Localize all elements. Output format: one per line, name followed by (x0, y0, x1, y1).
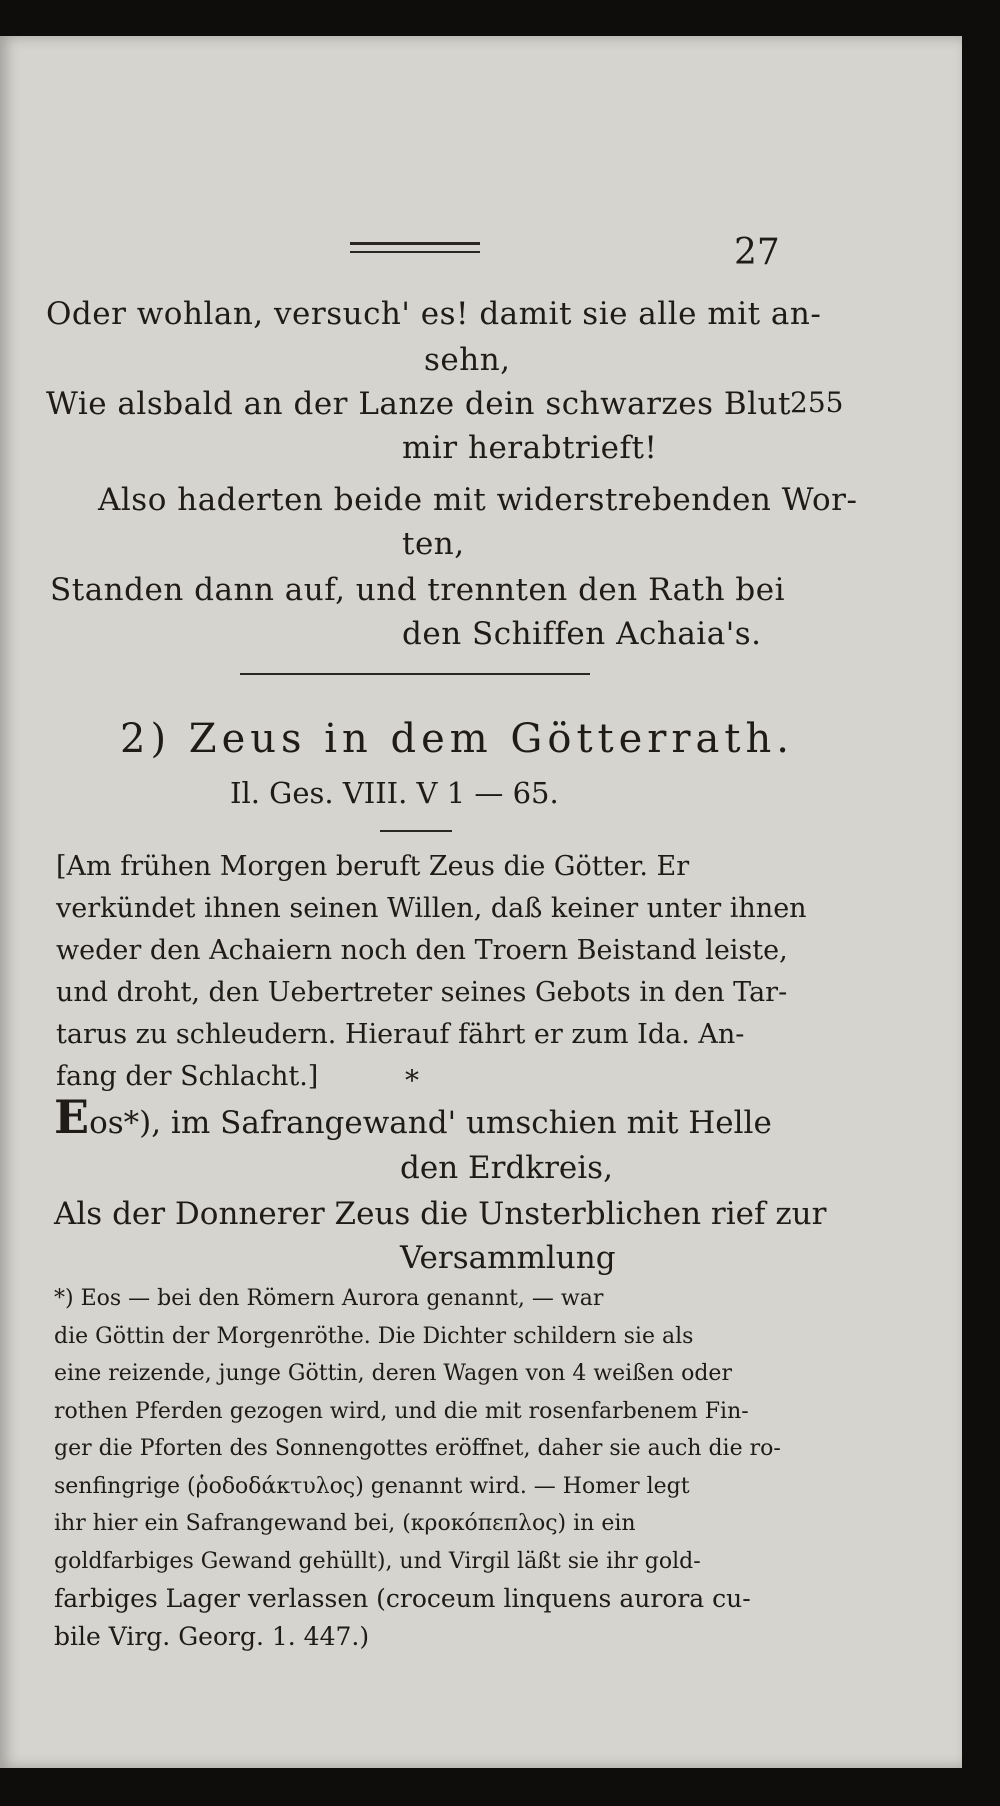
section-heading: 2) Zeus in dem Götterrath. (120, 716, 794, 762)
summary-line: fang der Schlacht.] (56, 1061, 319, 1092)
section-subheading: Il. Ges. VIII. V 1 — 65. (230, 776, 559, 810)
verse-line: Versammlung (400, 1240, 616, 1276)
verse-line: Also haderten beide mit widerstrebenden Wor- (98, 482, 858, 518)
verse-line (54, 1090, 772, 1144)
footnote-line: ihr hier ein Safrangewand bei, (κροκόπεπλος) in ein (54, 1511, 636, 1536)
verse-line: mir herabtrieft! (402, 430, 658, 466)
verse-line: sehn, (424, 342, 511, 378)
summary-paragraph (56, 846, 807, 1098)
footnote-line: goldfarbiges Gewand gehüllt), und Virgil läßt sie ihr gold- (54, 1548, 701, 1574)
verse-line: den Schiffen Achaia's. (402, 616, 762, 652)
book-page (0, 36, 962, 1768)
drop-cap: E (54, 1090, 90, 1144)
summary-line: [Am frühen Morgen beruft Zeus die Götter. Er (56, 851, 690, 882)
footnote-line: *) Eos — bei den Römern Aurora genannt, — war (54, 1286, 604, 1311)
verse-line: Oder wohlan, versuch' es! damit sie alle mit an- (46, 296, 822, 332)
header-ornament (350, 242, 480, 253)
asterisk-divider: * (405, 1064, 419, 1097)
summary-line: und droht, den Uebertreter seines Gebots in den Tar- (56, 977, 788, 1008)
footnote (54, 1280, 784, 1655)
verse-line: den Erdkreis, (400, 1150, 613, 1186)
short-divider (380, 830, 452, 832)
verse-line: ten, (402, 526, 465, 562)
page-number: 27 (734, 232, 780, 273)
line-number: 255 (790, 386, 844, 419)
footnote-line: rothen Pferden gezogen wird, und die mit rosenfarbenem Fin- (54, 1398, 749, 1424)
footnote-line: farbiges Lager verlassen (croceum linquens aurora cu- (54, 1584, 751, 1613)
summary-line: tarus zu schleudern. Hierauf fährt er zum Ida. An- (56, 1019, 745, 1050)
section-divider (240, 673, 590, 675)
footnote-line: ger die Pforten des Sonnengottes eröffnet, daher sie auch die ro- (54, 1436, 781, 1461)
footnote-line: die Göttin der Morgenröthe. Die Dichter schildern sie als (54, 1323, 694, 1349)
verse-line: Standen dann auf, und trennten den Rath bei (50, 572, 786, 608)
verse-text: os*), im Safrangewand' umschien mit Helle (89, 1105, 772, 1141)
summary-line: verkündet ihnen seinen Willen, daß keiner unter ihnen (56, 893, 807, 924)
footnote-line: bile Virg. Georg. 1. 447.) (54, 1621, 370, 1651)
verse-line: Als der Donnerer Zeus die Unsterblichen rief zur (54, 1196, 827, 1232)
summary-line: weder den Achaiern noch den Troern Beistand leiste, (56, 935, 788, 966)
verse-line: Wie alsbald an der Lanze dein schwarzes Blut (46, 386, 791, 422)
footnote-line: eine reizende, junge Göttin, deren Wagen von 4 weißen oder (54, 1361, 732, 1386)
footnote-line: senfingrige (ῥοδοδάκτυλος) genannt wird. — Homer legt (54, 1473, 690, 1499)
